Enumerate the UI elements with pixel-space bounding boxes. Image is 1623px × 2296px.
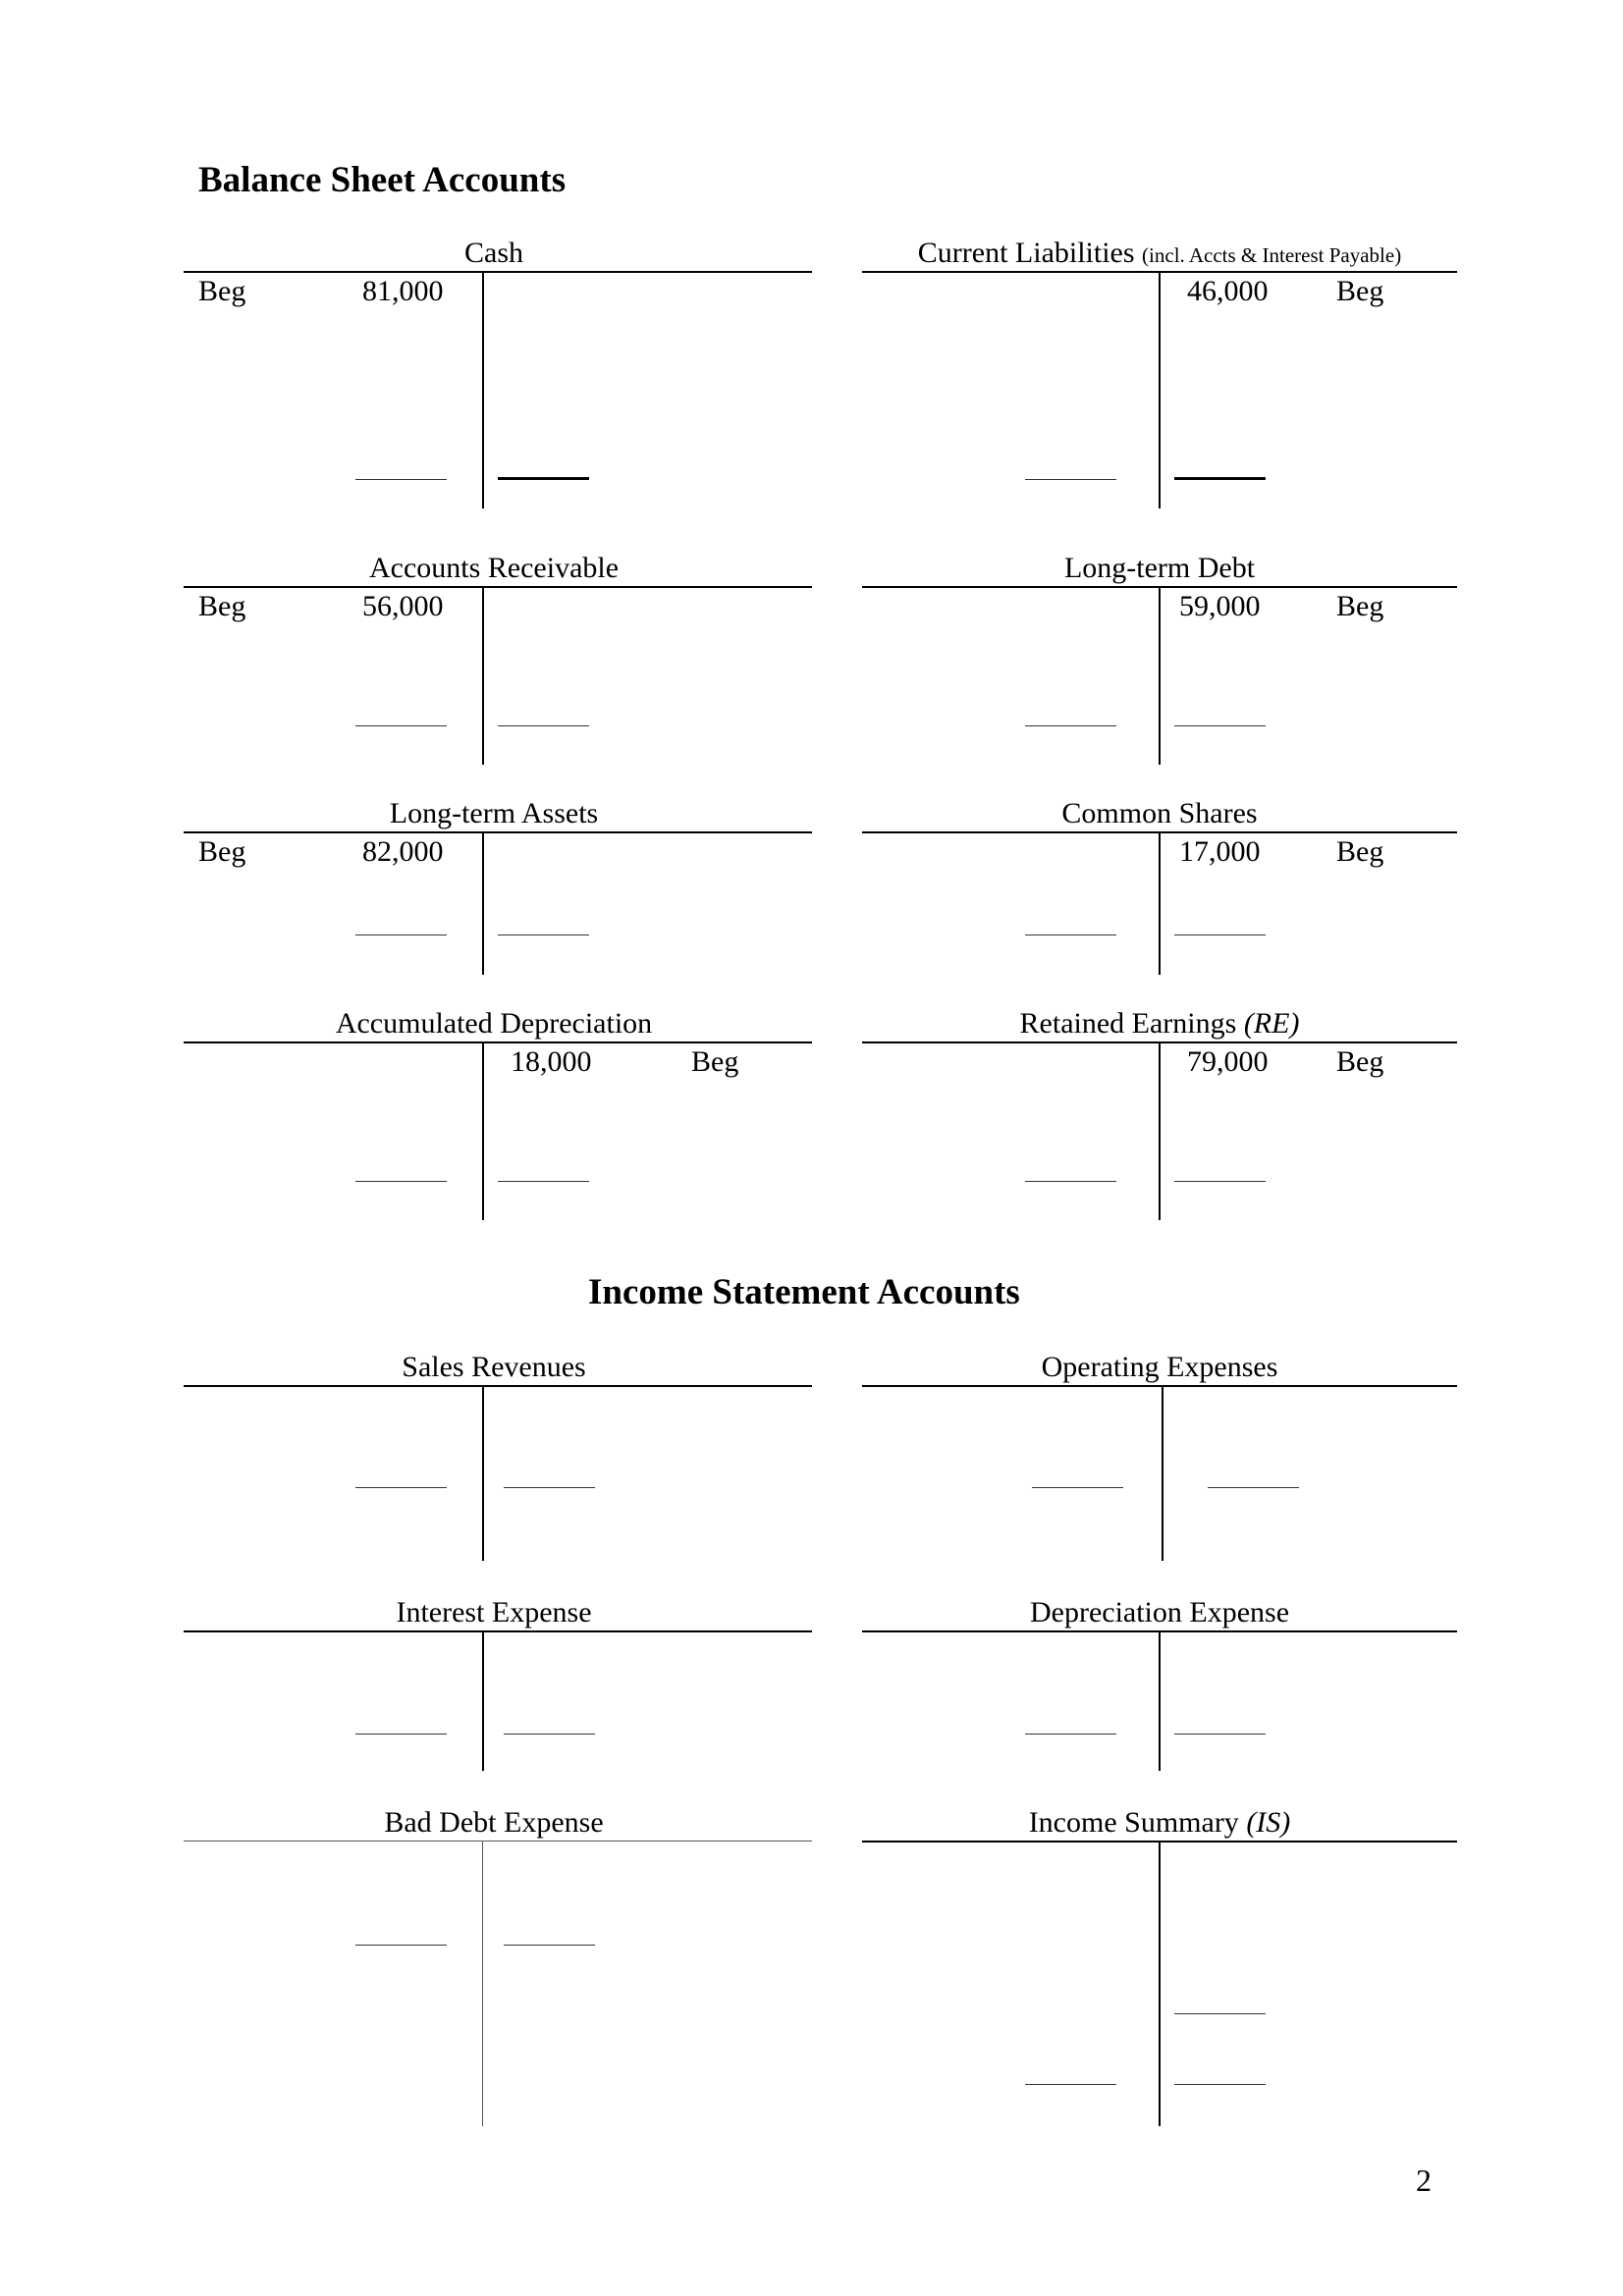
long-term-debt-debit-total-blank [1025, 725, 1116, 726]
depreciation-expense-divider [1159, 1631, 1161, 1771]
depreciation-expense-title: Depreciation Expense [1029, 1596, 1290, 1629]
retained-earnings-title-abbr: (RE) [1243, 1007, 1300, 1040]
long-term-debt-t-account [862, 551, 1457, 767]
current-liabilities-credit-total-blank [1174, 477, 1266, 480]
cash-beg-value: 81,000 [362, 275, 444, 307]
sales-revenues-divider [482, 1386, 484, 1561]
sales-revenues-credit-total-blank [504, 1487, 595, 1488]
sales-revenues-title: Sales Revenues [402, 1351, 586, 1383]
accounts-receivable-title: Accounts Receivable [368, 552, 620, 584]
operating-expenses-title: Operating Expenses [1041, 1351, 1278, 1383]
cash-beg-label: Beg [198, 275, 246, 307]
long-term-assets-beg-value: 82,000 [362, 835, 444, 868]
interest-expense-divider [482, 1631, 484, 1771]
cash-credit-total-blank [498, 477, 589, 480]
retained-earnings-t-account [862, 1006, 1457, 1222]
retained-earnings-debit-total-blank [1025, 1181, 1116, 1182]
depreciation-expense-t-account [862, 1595, 1457, 1772]
accounts-receivable-divider [482, 587, 484, 765]
income-summary-title [862, 1808, 1457, 1838]
income-summary-t-account [862, 1805, 1457, 2129]
accounts-receivable-beg-value: 56,000 [362, 590, 444, 622]
long-term-debt-divider [1159, 587, 1161, 765]
cash-top-line [184, 271, 812, 273]
income-summary-title-abbr: (IS) [1246, 1806, 1291, 1839]
common-shares-credit-total-blank [1174, 934, 1266, 935]
retained-earnings-credit-total-blank [1174, 1181, 1266, 1182]
common-shares-beg-label: Beg [1336, 835, 1384, 868]
long-term-assets-credit-total-blank [498, 934, 589, 935]
income-summary-debit-total-blank [1025, 2084, 1116, 2085]
long-term-assets-divider [482, 832, 484, 975]
income-statement-heading: Income Statement Accounts [588, 1272, 1020, 1312]
long-term-debt-credit-total-blank [1174, 725, 1266, 726]
income-summary-credit-subtotal-blank [1174, 2013, 1266, 2014]
operating-expenses-top-line [862, 1385, 1457, 1387]
income-summary-divider [1159, 1842, 1161, 2126]
common-shares-debit-total-blank [1025, 934, 1116, 935]
cash-debit-total-blank [355, 479, 447, 480]
current-liabilities-divider [1159, 272, 1161, 508]
income-summary-title-main: Income Summary [1028, 1806, 1239, 1839]
accumulated-depreciation-beg-label: Beg [691, 1045, 739, 1078]
accounts-receivable-top-line [184, 586, 812, 588]
long-term-assets-title: Long-term Assets [389, 797, 599, 829]
cash-title: Cash [464, 237, 523, 269]
accumulated-depreciation-t-account [184, 1006, 812, 1222]
interest-expense-credit-total-blank [504, 1734, 595, 1735]
interest-expense-debit-total-blank [355, 1734, 447, 1735]
retained-earnings-title-main: Retained Earnings [1019, 1007, 1237, 1040]
sales-revenues-top-line [184, 1385, 812, 1387]
current-liabilities-title-main: Current Liabilities [917, 237, 1135, 269]
operating-expenses-t-account [862, 1350, 1457, 1566]
cash-t-account [184, 236, 812, 520]
cash-divider [482, 272, 484, 508]
operating-expenses-divider [1162, 1386, 1163, 1561]
interest-expense-t-account [184, 1595, 812, 1772]
common-shares-title: Common Shares [1061, 797, 1258, 829]
depreciation-expense-debit-total-blank [1025, 1734, 1116, 1735]
current-liabilities-title-note: (incl. Accts & Interest Payable) [1142, 243, 1402, 267]
bad-debt-expense-credit-total-blank [504, 1945, 595, 1946]
accumulated-depreciation-top-line [184, 1041, 812, 1043]
long-term-assets-top-line [184, 831, 812, 833]
depreciation-expense-credit-total-blank [1174, 1734, 1266, 1735]
long-term-assets-debit-total-blank [355, 934, 447, 935]
current-liabilities-t-account [862, 236, 1457, 520]
operating-expenses-credit-total-blank [1208, 1487, 1299, 1488]
long-term-debt-beg-label: Beg [1336, 590, 1384, 622]
accumulated-depreciation-credit-total-blank [498, 1181, 589, 1182]
sales-revenues-t-account [184, 1350, 812, 1566]
interest-expense-top-line [184, 1630, 812, 1632]
accounts-receivable-t-account [184, 551, 812, 767]
retained-earnings-title [862, 1009, 1457, 1039]
bad-debt-expense-t-account [184, 1805, 812, 2129]
bad-debt-expense-top-line [184, 1841, 812, 1842]
accounts-receivable-beg-label: Beg [198, 590, 246, 622]
current-liabilities-beg-value: 46,000 [1187, 275, 1269, 307]
bad-debt-expense-debit-total-blank [355, 1945, 447, 1946]
retained-earnings-divider [1159, 1042, 1161, 1220]
retained-earnings-beg-value: 79,000 [1187, 1045, 1269, 1078]
current-liabilities-title [862, 239, 1457, 268]
common-shares-t-account [862, 796, 1457, 977]
long-term-debt-title: Long-term Debt [1063, 552, 1256, 584]
operating-expenses-debit-total-blank [1032, 1487, 1123, 1488]
bad-debt-expense-divider [482, 1842, 483, 2126]
interest-expense-title: Interest Expense [396, 1596, 592, 1629]
long-term-debt-beg-value: 59,000 [1179, 590, 1261, 622]
sales-revenues-debit-total-blank [355, 1487, 447, 1488]
current-liabilities-debit-total-blank [1025, 479, 1116, 480]
page-number: 2 [1416, 2163, 1432, 2198]
retained-earnings-beg-label: Beg [1336, 1045, 1384, 1078]
common-shares-beg-value: 17,000 [1179, 835, 1261, 868]
accounts-receivable-debit-total-blank [355, 725, 447, 726]
long-term-assets-beg-label: Beg [198, 835, 246, 868]
accumulated-depreciation-title: Accumulated Depreciation [335, 1007, 653, 1040]
accumulated-depreciation-debit-total-blank [355, 1181, 447, 1182]
income-summary-credit-total-blank [1174, 2084, 1266, 2085]
bad-debt-expense-title: Bad Debt Expense [384, 1806, 604, 1839]
current-liabilities-beg-label: Beg [1336, 275, 1384, 307]
balance-sheet-heading: Balance Sheet Accounts [198, 160, 567, 200]
common-shares-divider [1159, 832, 1161, 975]
long-term-assets-t-account [184, 796, 812, 977]
accounts-receivable-credit-total-blank [498, 725, 589, 726]
accumulated-depreciation-beg-value: 18,000 [511, 1045, 592, 1078]
accumulated-depreciation-divider [482, 1042, 484, 1220]
